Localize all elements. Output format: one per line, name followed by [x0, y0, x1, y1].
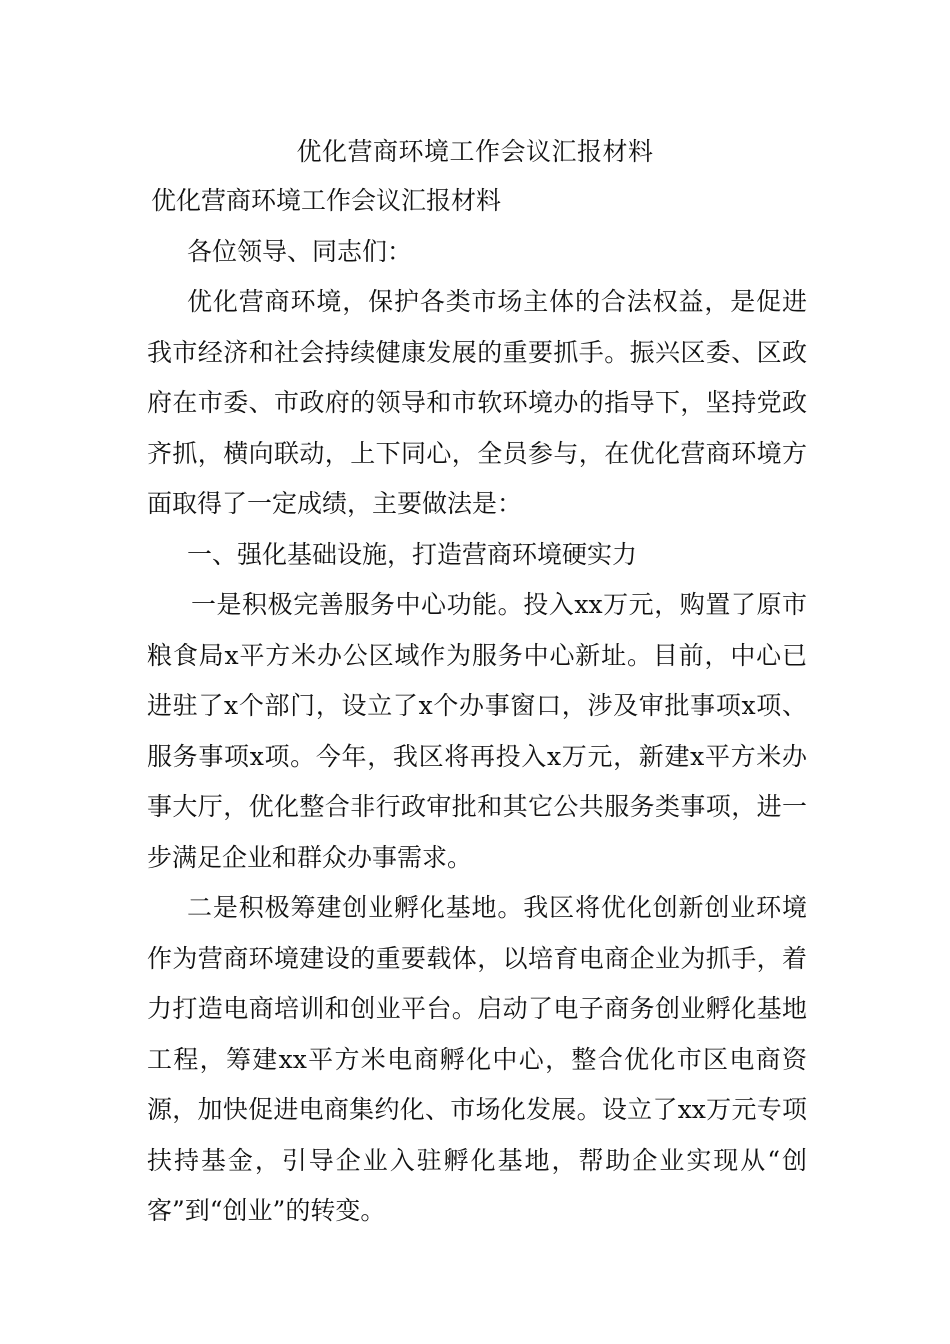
document-title: 优化营商环境工作会议汇报材料 [296, 137, 654, 166]
section-heading: 一、强化基础设施，打造营商环境硬实力 [187, 539, 638, 569]
document-subtitle: 优化营商环境工作会议汇报材料 [151, 186, 502, 215]
intro-paragraph: 优化营商环境，保护各类市场主体的合法权益，是促进我市经济和社会持续健康发展的重要抓手。振兴区委、区政府在市委、市政府的领导和市软环境办的指导下，坚持党政齐抓，横向联动，上下同心，全员参与，在优化营商环境方面取得了一定成绩，主要做法是： [147, 287, 807, 518]
document-body [147, 176, 807, 1237]
greeting-paragraph: 各位领导、同志们： [187, 236, 413, 266]
item-paragraph-2: 二是积极筹建创业孵化基地。我区将优化创新创业环境作为营商环境建设的重要载体，以培育电商企业为抓手，着力打造电商培训和创业平台。启动了电子商务创业孵化基地工程，筹建xx平方米电商孵化中心，整合优化市区电商资源，加快促进电商集约化、市场化发展。设立了xx万元专项扶持基金，引导企业入驻孵化基地，帮助企业实现从“创客”到“创业”的转变。 [147, 893, 807, 1225]
item-paragraph-1: 一是积极完善服务中心功能。投入xx万元，购置了原市粮食局x平方米办公区域作为服务中心新址。目前，中心已进驻了x个部门，设立了x个办事窗口，涉及审批事项x项、服务事项x项。今年，我区将再投入x万元，新建x平方米办事大厅，优化整合非行政审批和其它公共服务类事项，进一步满足企业和群众办事需求。 [147, 590, 807, 872]
